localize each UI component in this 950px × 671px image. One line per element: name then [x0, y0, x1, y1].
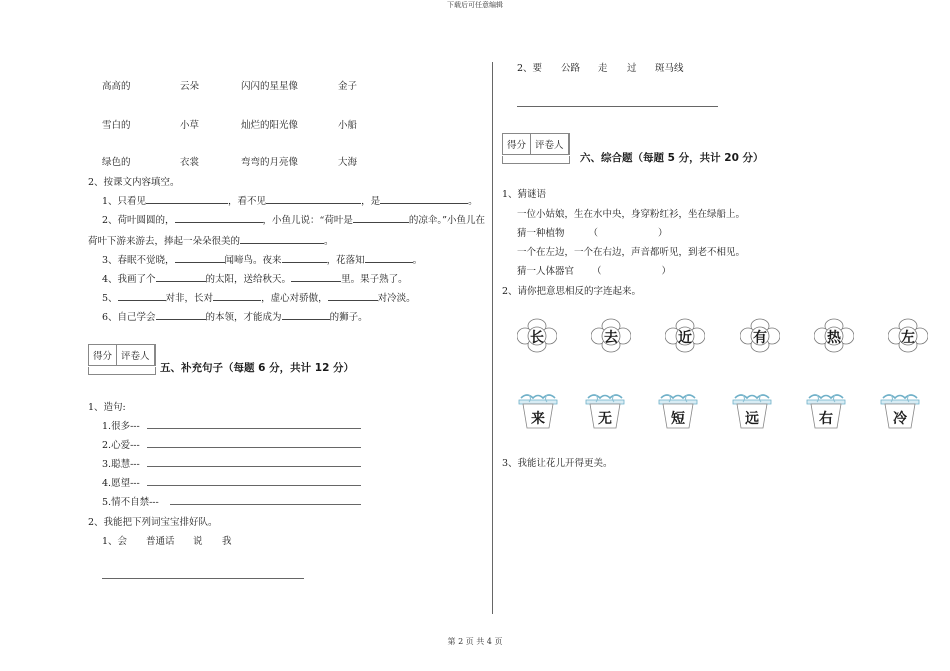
blank[interactable]	[156, 311, 206, 320]
word-cell: 雪白的	[102, 120, 131, 131]
answer-line[interactable]	[147, 428, 361, 429]
fill-line-2: 2、荷叶圆圆的， ，小鱼儿说：“荷叶是 的凉伞。”小鱼儿在	[102, 215, 486, 226]
word-token: 公路	[561, 63, 581, 74]
word-cell: 衣裳	[180, 157, 200, 168]
section-5-title: 五、补充句子（每题 6 分，共计 12 分）	[160, 362, 355, 374]
word-cell: 高高的	[102, 81, 131, 92]
word-cell: 大海	[338, 157, 358, 168]
word-token: 过	[627, 63, 637, 74]
score-box	[502, 133, 570, 155]
clover-flower[interactable]	[814, 318, 854, 354]
word-token: 2、要	[517, 63, 543, 74]
flower-pot[interactable]	[584, 390, 626, 430]
blank[interactable]	[175, 214, 263, 223]
blank[interactable]	[380, 195, 468, 204]
question-title: 1、造句:	[88, 402, 126, 413]
pot-char: 右	[819, 411, 833, 427]
page-footer: 第 2 页 共 4 页	[447, 637, 503, 646]
blank[interactable]	[365, 254, 413, 263]
answer-line[interactable]	[517, 106, 718, 107]
section-6-title: 六、综合题（每题 5 分，共计 20 分）	[580, 152, 764, 164]
flower-pot[interactable]	[805, 390, 847, 430]
clover-flower[interactable]	[517, 318, 557, 354]
question-title: 1、猜谜语	[502, 189, 547, 200]
column-divider	[492, 62, 493, 614]
fill-line-1: 1、只看见 ，看不见 ，是 。	[102, 196, 478, 207]
clover-char: 有	[753, 330, 767, 346]
question-title: 2、我能把下列词宝宝排好队。	[88, 517, 218, 528]
clover-flower[interactable]	[888, 318, 928, 354]
pot-char: 冷	[893, 411, 907, 427]
sentence-item: 1.很多---	[102, 421, 140, 432]
blank[interactable]	[328, 292, 378, 301]
reviewer-label: 评卷人	[531, 134, 569, 154]
word-token: 1、会	[102, 536, 128, 547]
flower-pot[interactable]	[657, 390, 699, 430]
score-box	[88, 344, 156, 366]
answer-line[interactable]	[170, 504, 361, 505]
clover-char: 去	[604, 330, 618, 346]
word-cell: 绿色的	[102, 157, 131, 168]
sentence-item: 2.心爱---	[102, 440, 140, 451]
clover-flower[interactable]	[740, 318, 780, 354]
score-label: 得分	[503, 134, 531, 154]
word-token: 说	[193, 536, 203, 547]
word-token: 我	[222, 536, 232, 547]
fill-line-3: 3、春眠不觉晓， 闻啼鸟。夜来 ，花落知 。	[102, 255, 423, 266]
word-cell: 云朵	[180, 81, 200, 92]
word-token: 斑马线	[655, 63, 684, 74]
clover-flower[interactable]	[665, 318, 705, 354]
riddle-text: 一位小姑娘，生在水中央，身穿粉红衫，坐在绿船上。	[517, 209, 746, 220]
blank[interactable]	[291, 273, 341, 282]
clover-char: 热	[827, 330, 841, 346]
blank[interactable]	[282, 311, 330, 320]
word-cell: 小草	[180, 120, 200, 131]
blank[interactable]	[146, 195, 228, 204]
riddle-text: 一个在左边，一个在右边，声音都听见，到老不相见。	[517, 247, 746, 258]
word-cell: 闪闪的星星像	[241, 81, 299, 92]
sentence-item: 4.愿望---	[102, 478, 140, 489]
blank[interactable]	[156, 273, 206, 282]
blank[interactable]	[282, 254, 327, 263]
word-token: 走	[598, 63, 608, 74]
flower-pot[interactable]	[517, 390, 559, 430]
question-title: 3、我能让花儿开得更美。	[502, 458, 613, 469]
question-title: 2、请你把意思相反的字连起来。	[502, 286, 642, 297]
flower-pot[interactable]	[731, 390, 773, 430]
pot-char: 远	[745, 411, 759, 427]
blank[interactable]	[213, 292, 261, 301]
blank[interactable]	[353, 214, 409, 223]
word-cell: 小船	[338, 120, 358, 131]
flower-pot[interactable]	[879, 390, 921, 430]
answer-line[interactable]	[147, 447, 361, 448]
answer-line[interactable]	[102, 578, 304, 579]
sentence-item: 5.情不自禁---	[102, 497, 159, 508]
blank[interactable]	[175, 254, 225, 263]
word-token: 普通话	[146, 536, 175, 547]
score-label: 得分	[89, 345, 117, 365]
clover-char: 左	[901, 330, 915, 346]
answer-line[interactable]	[147, 466, 361, 467]
fill-line-5: 5、 对非，长对 ，虚心对骄傲， 对冷淡。	[102, 293, 416, 304]
riddle-answer: 猜一种植物 （ ）	[517, 228, 668, 239]
fill-line-6: 6、自己学会 的本领，才能成为 的狮子。	[102, 312, 368, 323]
word-cell: 弯弯的月亮像	[241, 157, 299, 168]
blank[interactable]	[240, 235, 324, 244]
word-cell: 金子	[338, 81, 358, 92]
blank[interactable]	[266, 195, 361, 204]
clover-char: 长	[530, 330, 544, 346]
fill-line-2-cont: 荷叶下游来游去，捧起一朵朵很美的 。	[88, 236, 334, 247]
header-note: 下载后可任意编辑	[447, 1, 503, 9]
reviewer-label: 评卷人	[117, 345, 155, 365]
fill-line-4: 4、我画了个 的太阳，送给秋天。 里。果子熟了。	[102, 274, 408, 285]
pot-char: 短	[671, 411, 685, 427]
pot-char: 来	[531, 411, 545, 427]
clover-flower[interactable]	[591, 318, 631, 354]
blank[interactable]	[118, 292, 166, 301]
riddle-answer: 猜一人体器官 （ ）	[517, 266, 672, 277]
pot-char: 无	[598, 411, 612, 427]
question-title: 2、按课文内容填空。	[88, 177, 180, 188]
sentence-item: 3.聪慧---	[102, 459, 140, 470]
answer-line[interactable]	[147, 485, 361, 486]
clover-char: 近	[678, 330, 692, 346]
word-cell: 灿烂的阳光像	[241, 120, 299, 131]
